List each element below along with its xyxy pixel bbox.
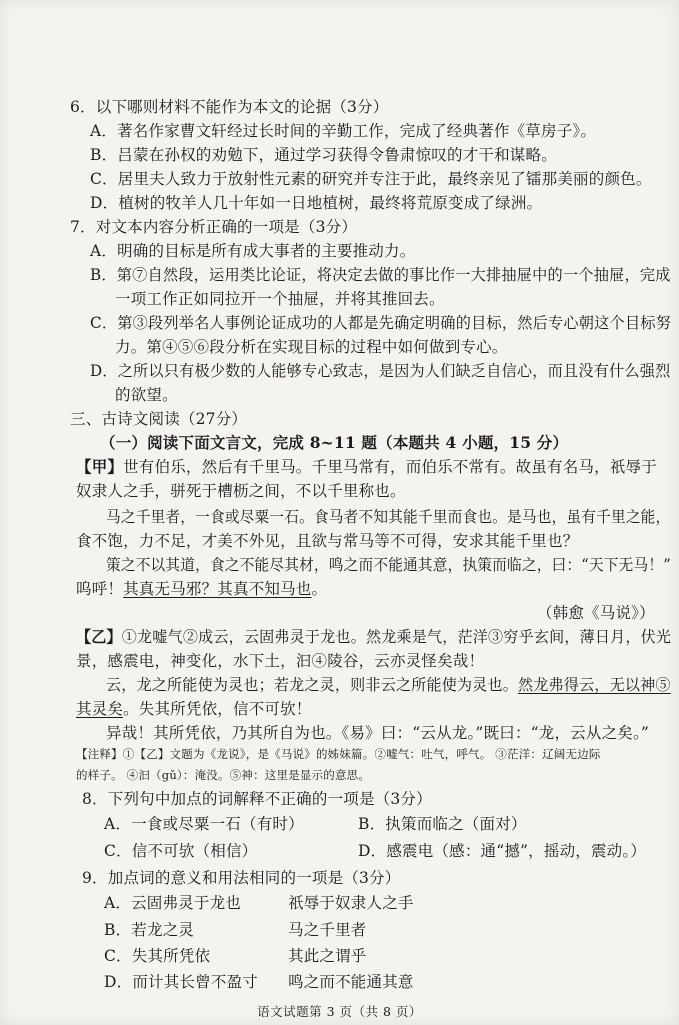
q7-stem: 7．对文本内容分析正确的一项是（3分） — [70, 218, 358, 236]
jia-line-1-text: 世有伯乐，然后有千里马。千里马常有，而伯乐不常有。故虽有名马，祇辱于 — [123, 458, 657, 476]
jia-line-1 — [76, 457, 657, 477]
jia-tag: 【甲】 — [76, 457, 124, 476]
q8-option-c: C．信不可欤（相信） — [104, 842, 258, 860]
yi-line-3-text: 云，龙之所能使为灵也；若龙之灵，则非云之所能使为灵也。 — [106, 676, 519, 694]
q6-option-d: D．植树的牧羊人几十年如一日地植树，最终将荒原变成了绿洲。 — [90, 194, 543, 212]
q6-option-c: C．居里夫人致力于放射性元素的研究并专注于此，最终亲见了镭那美丽的颜色。 — [90, 170, 652, 188]
q7-option-b-line2: 一项工作正如同拉开一个抽屉，并将其推回去。 — [115, 290, 445, 308]
q7-option-a: A．明确的目标是所有成大事者的主要推动力。 — [90, 242, 416, 260]
yi-line-2: 景，感震电，神变化，水下土，汩④陵谷，云亦灵怪矣哉！ — [76, 652, 485, 670]
jia-line-5: 策之不以其道，食之不能尽其材，鸣之而不能通其意，执策而临之，曰：“天下无马！” — [106, 556, 671, 574]
q9-option-d-right: 鸣之而不能通其意 — [288, 973, 414, 991]
q9-option-a-left: A．云固弗灵于龙也 — [104, 894, 241, 912]
q9-option-a-right: 祇辱于奴隶人之手 — [288, 894, 414, 912]
yi-underlined-sentence-part2: 其灵矣 — [76, 700, 124, 718]
q9-option-c-left: C．失其所凭依 — [104, 947, 211, 965]
q7-option-c-line1: C．第③段列举名人事例论证成功的人都是先确定明确的目标，然后专心朝这个目标努 — [90, 314, 672, 332]
q9-option-d-left: D．而计其长曾不盈寸 — [104, 973, 258, 991]
yi-line-4 — [76, 699, 312, 719]
q8-stem: 8．下列句中加点的词解释不正确的一项是（3分） — [82, 790, 432, 808]
section-heading: 三、古诗文阅读（27分） — [70, 410, 248, 428]
jia-line-3: 马之千里者，一食或尽粟一石。食马者不知其能千里而食也。是马也，虽有千里之能， — [106, 508, 671, 526]
jia-line-2: 奴隶人之手，骈死于槽枥之间，不以千里称也。 — [76, 482, 406, 500]
yi-line-1 — [76, 627, 671, 647]
q7-option-d-line1: D．之所以只有极少数的人能够专心致志，是因为人们缺乏自信心，而且没有什么强烈 — [90, 362, 671, 380]
subheading-note: （本题共 4 小题，15 分） — [377, 433, 569, 452]
q6-option-b: B．吕蒙在孙权的劝勉下，通过学习获得令鲁肃惊叹的才干和谋略。 — [90, 146, 557, 164]
q9-option-b-right: 马之千里者 — [288, 921, 367, 939]
q9-stem: 9．加点词的意义和用法相同的一项是（3分） — [82, 869, 401, 887]
jia-line-4: 食不饱，力不足，才美不外见，且欲与常马等不可得，安求其能千里也？ — [76, 532, 579, 550]
q6-option-a: A．著名作家曹文轩经过长时间的辛勤工作，完成了经典著作《草房子》。 — [90, 122, 597, 140]
q8-option-b: B．执策而临之（面对） — [358, 815, 527, 833]
yi-line-3 — [106, 675, 671, 695]
q7-option-d-line2: 的欲望。 — [115, 386, 178, 404]
subheading-main: （一）阅读下面文言文，完成 8~11 题 — [100, 433, 378, 452]
notes-line-2: 的样子。 ④汩（gǔ）：淹没。⑤神：这里是显示的意思。 — [76, 768, 371, 782]
q7-option-c-line2: 力。第④⑤⑥段分析在实现目标的过程中如何做到专心。 — [115, 338, 508, 356]
section-subheading — [100, 433, 568, 453]
q9-option-b-left: B．若龙之灵 — [104, 921, 195, 939]
q7-option-b-line1: B．第⑦自然段，运用类比论证，将决定去做的事比作一大排抽屉中的一个抽屉，完成 — [90, 266, 671, 284]
q6-stem: 6．以下哪则材料不能作为本文的论据（3分） — [70, 98, 389, 116]
yi-tag: 【乙】 — [76, 627, 122, 646]
jia-underlined-sentence: 其真无马邪？其真不知马也 — [123, 580, 312, 598]
jia-line-6-end: 。 — [311, 580, 328, 598]
yi-line-1-text: ①龙嘘气②成云，云固弗灵于龙也。然龙乘是气，茫洋③穷乎玄间，薄日月，伏光 — [121, 628, 672, 646]
q8-option-d: D．感震电（感：通“撼”，摇动，震动。） — [358, 842, 647, 860]
notes-line-1: 【注释】①【乙】文题为《龙说》，是《马说》的姊妹篇。②嘘气：吐气，呼气。 ③茫洋：辽阔无边际 — [76, 747, 601, 761]
jia-source: （韩愈《马说》） — [537, 604, 655, 622]
yi-underlined-sentence-part1: 然龙弗得云，无以神⑤ — [518, 676, 671, 694]
q8-option-a: A．一食或尽粟一石（有时） — [104, 815, 304, 833]
jia-line-6 — [76, 579, 327, 599]
yi-line-5: 异哉！其所凭依，乃其所自为也。《易》曰：“云从龙。”既曰：“龙，云从之矣。” — [106, 724, 650, 742]
yi-line-4-text: 。失其所凭依，信不可欤！ — [123, 700, 312, 718]
jia-line-6-lead: 呜呼！ — [76, 580, 124, 598]
q9-option-c-right: 其此之谓乎 — [288, 947, 367, 965]
page-footer: 语文试题第 3 页（共 8 页） — [257, 1004, 422, 1019]
